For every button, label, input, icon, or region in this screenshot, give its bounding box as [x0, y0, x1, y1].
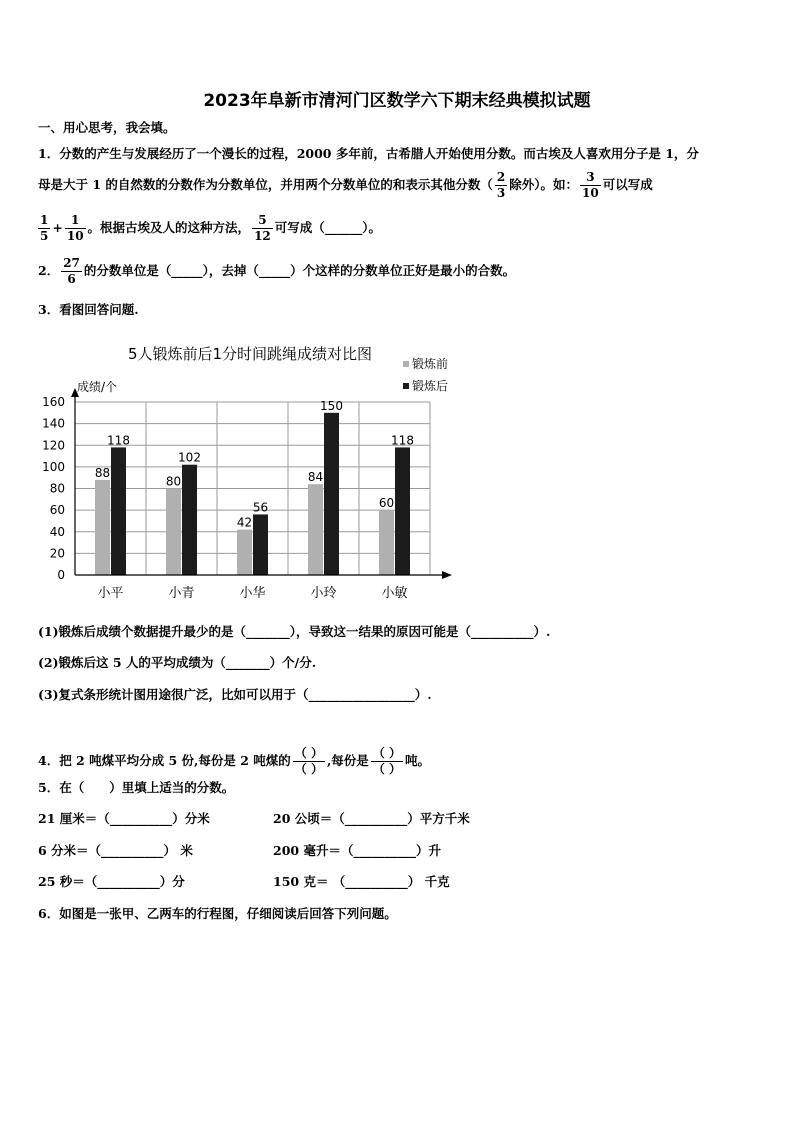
y-tick-label: 120: [42, 438, 65, 453]
x-tick-label: 小平: [97, 586, 124, 601]
fraction-1-10: [65, 213, 86, 244]
section-heading: 一、用心思考，我会填。: [38, 120, 176, 135]
q1-line1: 1．分数的产生与发展经历了一个漫长的过程，2000 多年前，古希腊人开始使用分数。而古埃及人喜欢用分子是 1，分: [38, 146, 699, 161]
y-tick-label: 60: [49, 503, 65, 518]
q1-line2: [38, 170, 653, 201]
q2-text: 的分数单位是（_____），去掉（_____）个这样的分数单位正好是最小的合数。: [83, 263, 516, 278]
q5-item: 150 克＝ （__________） 千克: [273, 874, 450, 889]
y-tick-label: 100: [42, 459, 65, 474]
y-tick-label: 20: [49, 546, 65, 561]
bar-after: [324, 413, 339, 575]
q4-text-c: 吨。: [405, 753, 431, 768]
bar-before: [308, 484, 323, 575]
denominator-blank[interactable]: （ ）: [294, 762, 323, 776]
denominator: 6: [67, 272, 76, 286]
bar-before: [379, 510, 394, 575]
q3-line: 3．看图回答问题.: [38, 302, 139, 317]
q5-item: 200 毫升＝（__________）升: [273, 843, 441, 858]
bar-before: [166, 489, 181, 576]
q5-item: 20 公顷＝（__________）平方千米: [273, 811, 470, 826]
grid: [75, 402, 430, 575]
fraction-2-3: [495, 170, 507, 201]
q5-item: 21 厘米＝（__________）分米: [38, 811, 210, 826]
q5-item: 6 分米＝（__________） 米: [38, 843, 193, 858]
data-label: 60: [378, 496, 395, 511]
legend-swatch: [403, 383, 409, 389]
legend-label: 锻炼后: [412, 379, 449, 393]
x-tick-label: 小青: [168, 586, 195, 601]
fraction-3-10: [580, 170, 601, 201]
x-tick-label: 小华: [239, 586, 266, 601]
data-label: 42: [236, 515, 253, 530]
y-tick-label: 0: [57, 568, 65, 582]
q2-number: 2．: [38, 263, 60, 278]
chart-title: 5人锻炼前后1分时间跳绳成绩对比图: [127, 345, 373, 363]
data-label: 150: [320, 398, 343, 413]
q5-item: 25 秒＝（__________）分: [38, 874, 185, 889]
q5-line: 5．在（ ）里填上适当的分数。: [38, 780, 235, 795]
x-axis-arrow: [442, 571, 452, 579]
numerator: 1: [40, 213, 49, 227]
bar-after: [253, 514, 268, 575]
data-label: 84: [307, 470, 324, 485]
q4-text-b: ,每份是: [326, 753, 369, 768]
q2-line: [38, 256, 515, 287]
data-label: 80: [165, 474, 182, 489]
y-tick-label: 80: [49, 481, 65, 496]
numerator: 5: [252, 213, 273, 229]
q3-sub1: (1)锻炼后成绩个数据提升最少的是（_______），导致这一结果的原因可能是（__________）.: [38, 624, 551, 639]
x-tick-label: 小玲: [310, 586, 337, 601]
data-label: 102: [178, 450, 201, 465]
plus-sign: +: [52, 220, 63, 235]
data-label: 88: [94, 465, 111, 480]
answer-fraction-2[interactable]: [371, 746, 403, 777]
page-title: 2023年阜新市清河门区数学六下期末经典模拟试题: [203, 91, 591, 111]
bars: [95, 399, 414, 575]
fraction-1-5: [38, 213, 50, 244]
bar-after: [111, 447, 126, 575]
q1-text-d: 。根据古埃及人的这种方法，: [87, 220, 251, 235]
denominator-blank[interactable]: （ ）: [372, 762, 401, 776]
q1-text-c: 可以写成: [602, 177, 653, 192]
q1-line3: [36, 213, 381, 244]
legend-label: 锻炼前: [412, 357, 449, 371]
denominator: 10: [582, 186, 599, 200]
y-axis-label: 成绩/个: [77, 380, 118, 394]
q4-line: [38, 746, 430, 777]
numerator: 27: [63, 256, 80, 270]
numerator-blank[interactable]: （ ）: [372, 746, 401, 760]
fraction-27-6: [61, 256, 82, 287]
numerator: 2: [496, 170, 506, 184]
fraction-5-12: [252, 213, 273, 244]
q1-text-a: 母是大于 1 的自然数的分数作为分数单位，并用两个分数单位的和表示其他分数（: [38, 177, 493, 192]
denominator: 12: [254, 229, 271, 243]
x-tick-label: 小敏: [381, 586, 408, 601]
numerator: 3: [580, 170, 601, 186]
numerator-blank[interactable]: （ ）: [294, 746, 323, 760]
data-label: 118: [107, 433, 130, 448]
y-tick-label: 40: [49, 524, 65, 539]
data-label: 56: [252, 500, 269, 515]
answer-fraction-1[interactable]: [293, 746, 325, 777]
bar-after: [182, 465, 197, 575]
q3-sub2: (2)锻炼后这 5 人的平均成绩为（_______）个/分.: [38, 655, 317, 670]
denominator: 10: [66, 229, 84, 243]
q3-sub3: (3)复式条形统计图用途很广泛，比如可以用于（_________________）.: [38, 687, 432, 702]
legend: [403, 356, 448, 393]
data-label: 118: [391, 433, 414, 448]
bar-before: [237, 530, 252, 575]
numerator: 1: [65, 213, 86, 229]
y-tick-label: 160: [42, 395, 65, 409]
y-tick-label: 140: [42, 416, 65, 431]
bar-chart: [30, 335, 470, 610]
bar-before: [95, 480, 110, 575]
q1-text-b: 除外）。如：: [509, 177, 579, 192]
denominator: 3: [496, 186, 506, 200]
legend-swatch: [403, 361, 409, 367]
denominator: 5: [40, 229, 49, 243]
q4-text-a: 4．把 2 吨煤平均分成 5 份,每份是 2 吨煤的: [38, 753, 291, 768]
q6-line: 6．如图是一张甲、乙两车的行程图，仔细阅读后回答下列问题。: [38, 906, 397, 921]
bar-after: [395, 447, 410, 575]
q1-text-e: 可写成（______）。: [274, 220, 382, 235]
